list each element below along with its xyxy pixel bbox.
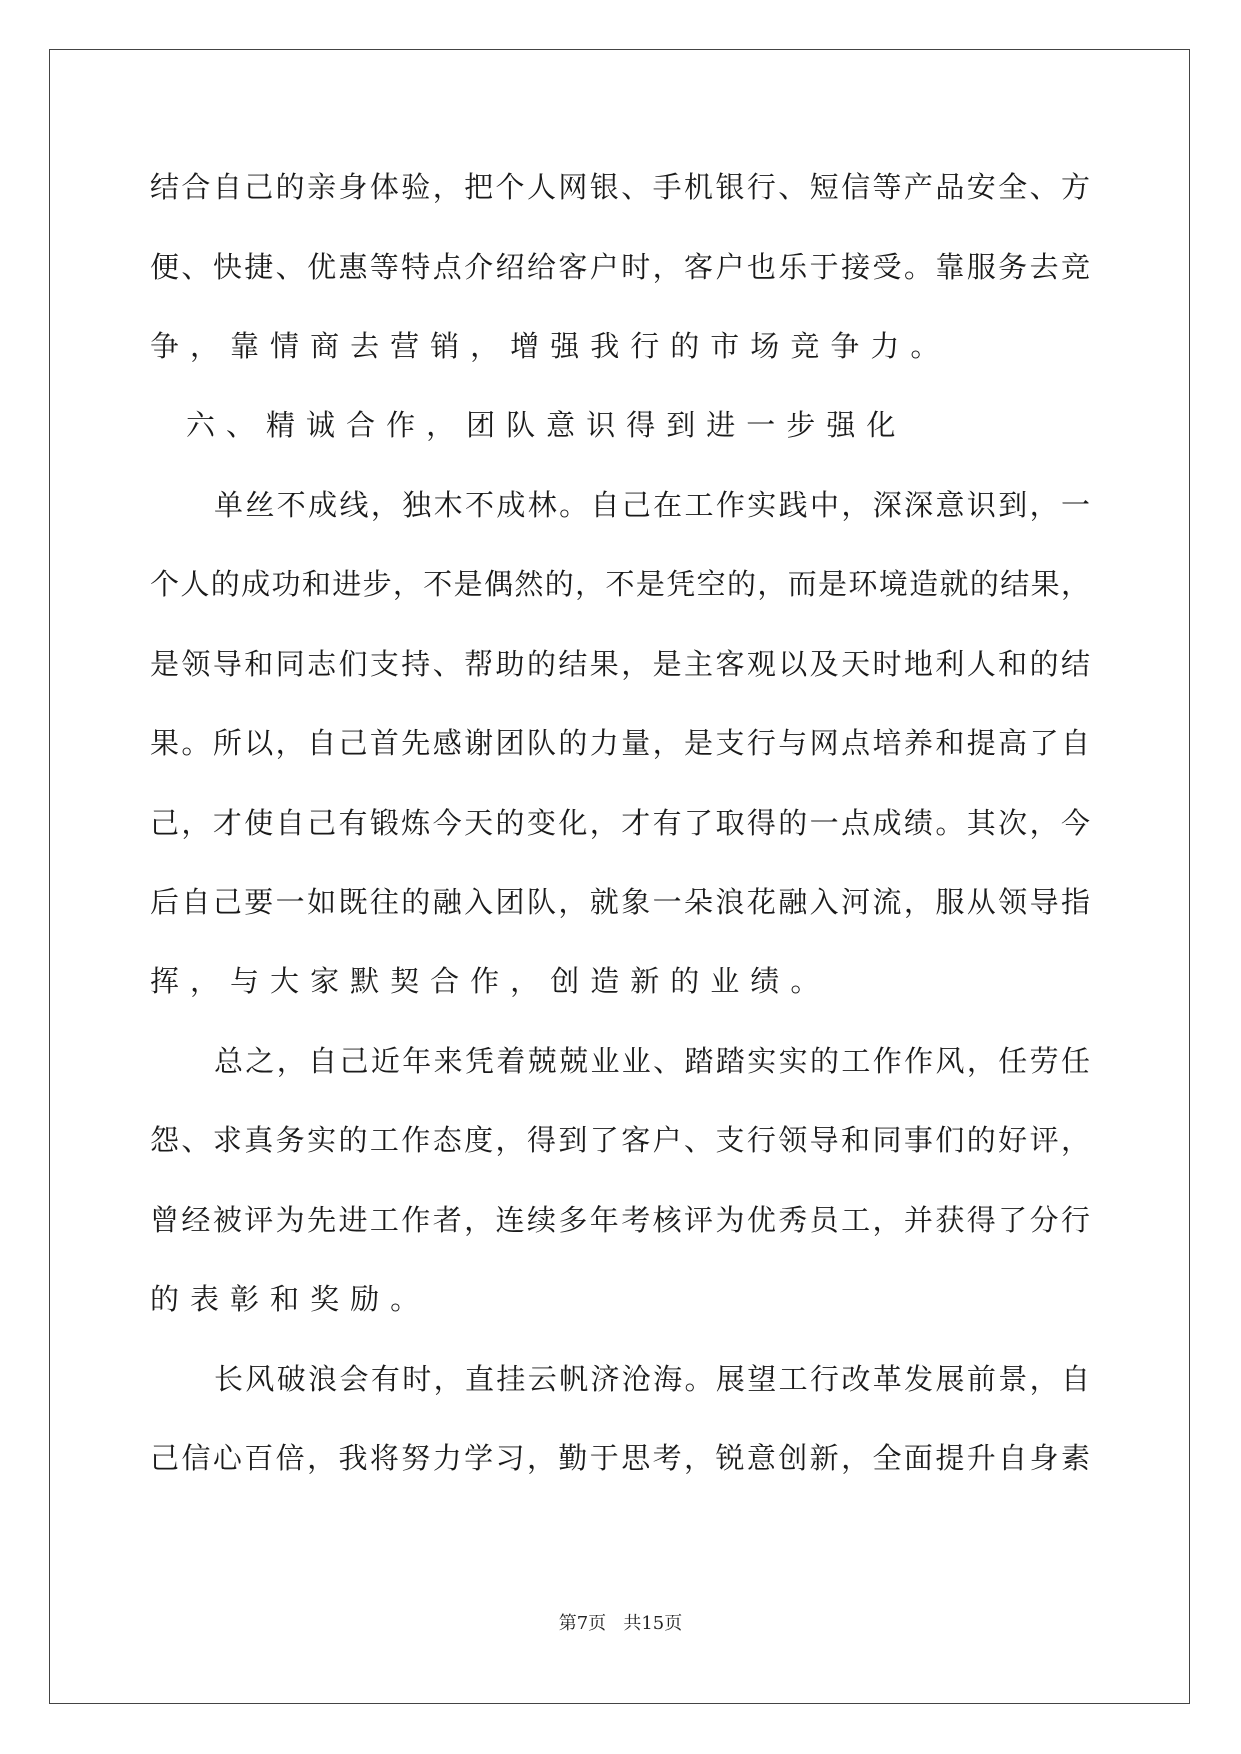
text-line: 个人的成功和进步，不是偶然的，不是凭空的，而是环境造就的结果， xyxy=(150,567,1090,601)
text-line: 己信心百倍，我将努力学习，勤于思考，锐意创新，全面提升自身素 xyxy=(150,1441,1090,1475)
text-line: 便、快捷、优惠等特点介绍给客户时，客户也乐于接受。靠服务去竞 xyxy=(150,250,1090,284)
text-line: 己，才使自己有锻炼今天的变化，才有了取得的一点成绩。其次，今 xyxy=(150,806,1090,840)
text-line: 争，靠情商去营销，增强我行的市场竞争力。 xyxy=(150,329,951,363)
text-line: 曾经被评为先进工作者，连续多年考核评为优秀员工，并获得了分行 xyxy=(150,1203,1090,1237)
text-line: 后自己要一如既往的融入团队，就象一朵浪花融入河流，服从领导指 xyxy=(150,885,1090,919)
text-line: 挥，与大家默契合作，创造新的业绩。 xyxy=(150,964,831,998)
page-number-footer: 第7页 共15页 xyxy=(558,1613,683,1634)
text-line: 是领导和同志们支持、帮助的结果，是主客观以及天时地利人和的结 xyxy=(150,647,1090,681)
text-line: 怨、求真务实的工作态度，得到了客户、支行领导和同事们的好评， xyxy=(150,1123,1090,1157)
text-line: 总之，自己近年来凭着兢兢业业、踏踏实实的工作作风，任劳任 xyxy=(214,1044,1090,1078)
text-line: 单丝不成线，独木不成林。自己在工作实践中，深深意识到，一 xyxy=(214,488,1090,522)
section-heading: 六、精诚合作，团队意识得到进一步强化 xyxy=(186,408,907,442)
text-line: 的表彰和奖励。 xyxy=(150,1282,431,1316)
text-line: 果。所以，自己首先感谢团队的力量，是支行与网点培养和提高了自 xyxy=(150,726,1090,760)
text-line: 结合自己的亲身体验，把个人网银、手机银行、短信等产品安全、方 xyxy=(150,170,1090,204)
text-line: 长风破浪会有时，直挂云帆济沧海。展望工行改革发展前景，自 xyxy=(214,1362,1090,1396)
